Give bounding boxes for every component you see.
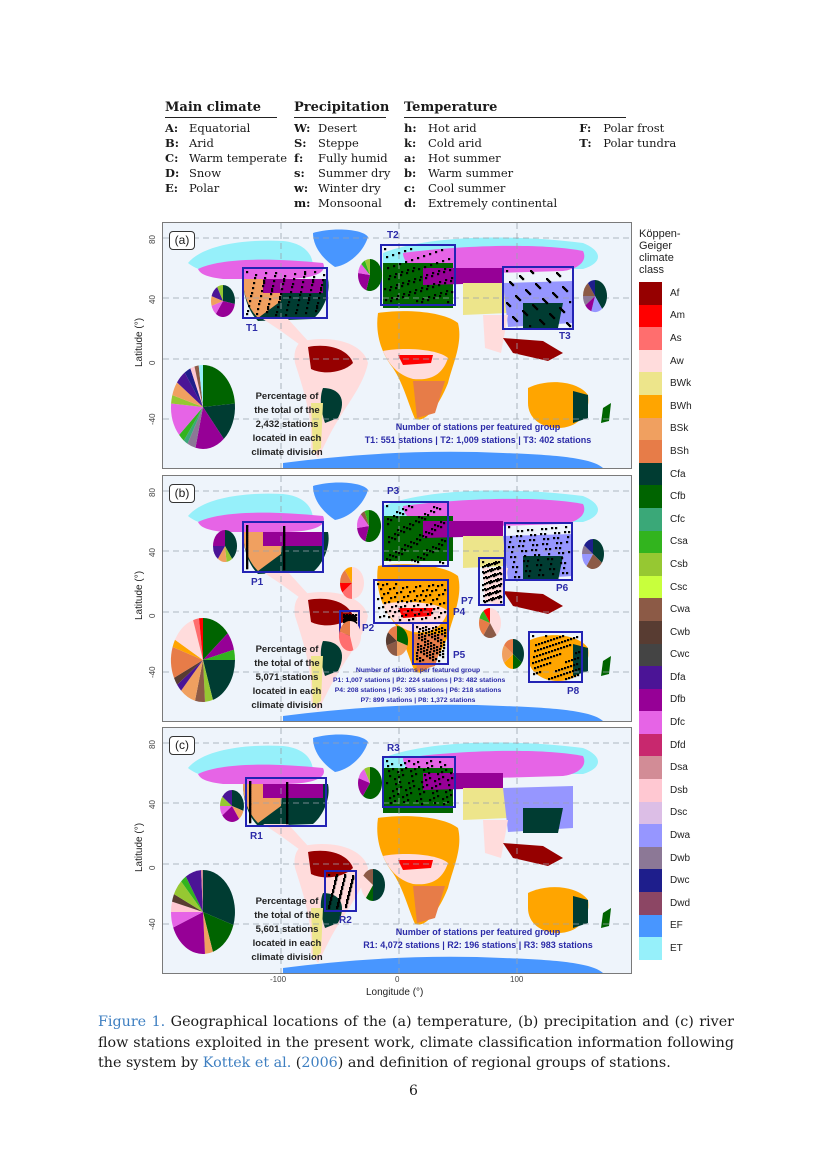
abbr-row: c: Cool summer	[404, 181, 506, 195]
group-label-p6: P6	[556, 583, 569, 594]
group-label-p4: P4	[453, 607, 466, 618]
group-label-r3: R3	[387, 743, 400, 754]
y-tick: 0	[148, 613, 157, 618]
koppen-legend-title: Köppen- Geiger climate class	[639, 228, 681, 276]
abbr-row: a: Hot summer	[404, 151, 501, 165]
y-tick: 40	[148, 800, 157, 809]
pie-chart	[171, 618, 235, 702]
precipitation-header: Precipitation	[294, 100, 386, 118]
color-swatch	[639, 508, 662, 531]
pie-chart	[502, 639, 524, 669]
koppen-class-dfb: Dfb	[639, 689, 709, 712]
abbr-row: D: Snow	[165, 166, 222, 180]
y-tick: -40	[148, 666, 157, 678]
koppen-class-dwd: Dwd	[639, 892, 709, 915]
color-swatch	[639, 531, 662, 554]
color-swatch	[639, 824, 662, 847]
precipitation-table	[294, 100, 391, 211]
station-counts: Number of stations per featured group P1: 1,007 stations | P2: 224 stations | P3: 482 stations P4: 208 stations | P5: 305 stations | P6: 218 stations P7: 899 stations | P8: 1,372 stations	[333, 667, 506, 704]
koppen-class-csc: Csc	[639, 576, 709, 599]
color-swatch	[639, 327, 662, 350]
abbr-row: B: Arid	[165, 136, 214, 150]
color-swatch	[639, 937, 662, 960]
x-axis-label: Longitude (°)	[366, 987, 424, 998]
koppen-class-bsk: BSk	[639, 418, 709, 441]
color-swatch	[639, 395, 662, 418]
pie-caption: Percentage of the total of the 2,432 stations located in each climate division	[251, 391, 323, 458]
page-number: 6	[409, 1083, 418, 1099]
pie-chart	[361, 869, 385, 901]
color-swatch	[639, 485, 662, 508]
color-swatch	[639, 644, 662, 667]
koppen-class-dwc: Dwc	[639, 869, 709, 892]
y-axis-label: Latitude (°)	[134, 570, 145, 620]
pie-chart	[213, 530, 237, 562]
group-label-p5: P5	[453, 650, 466, 661]
abbr-row: f: Fully humid	[294, 151, 388, 165]
color-swatch	[639, 305, 662, 328]
pie-chart	[220, 790, 244, 822]
koppen-class-bsh: BSh	[639, 440, 709, 463]
group-label-t2: T2	[387, 230, 399, 241]
station-counts: Number of stations per featured group R1: 4,072 stations | R2: 196 stations | R3: 983 stations	[363, 927, 593, 950]
koppen-class-csb: Csb	[639, 553, 709, 576]
color-swatch	[639, 418, 662, 441]
x-tick-0: 0	[395, 975, 400, 984]
koppen-class-cfa: Cfa	[639, 463, 709, 486]
group-label-t3: T3	[559, 331, 571, 342]
map-panel-a	[162, 222, 632, 469]
color-swatch	[639, 598, 662, 621]
temperature-header: Temperature	[404, 100, 626, 118]
koppen-class-am: Am	[639, 305, 709, 328]
koppen-class-cwa: Cwa	[639, 598, 709, 621]
abbr-row: S: Steppe	[294, 136, 359, 150]
citation-year-link[interactable]: 2006	[301, 1055, 338, 1071]
station-counts: Number of stations per featured group T1: 551 stations | T2: 1,009 stations | T3: 402 stations	[364, 422, 592, 445]
pie-chart	[479, 608, 501, 638]
koppen-class-aw: Aw	[639, 350, 709, 373]
koppen-class-dsa: Dsa	[639, 756, 709, 779]
temperature-table	[404, 100, 677, 211]
koppen-class-dwb: Dwb	[639, 847, 709, 870]
color-swatch	[639, 621, 662, 644]
pie-caption: Percentage of the total of the 5,071 stations located in each climate division	[251, 644, 323, 711]
color-swatch	[639, 734, 662, 757]
y-tick: 80	[148, 740, 157, 749]
color-swatch	[639, 915, 662, 938]
map-panel-b	[162, 475, 632, 722]
abbr-row: W: Desert	[294, 121, 357, 135]
color-swatch	[639, 440, 662, 463]
y-tick: 40	[148, 295, 157, 304]
color-swatch	[639, 576, 662, 599]
color-swatch	[639, 802, 662, 825]
color-swatch	[639, 892, 662, 915]
y-axis-label: Latitude (°)	[134, 822, 145, 872]
color-swatch	[639, 711, 662, 734]
x-tick-100: 100	[510, 975, 524, 984]
abbr-row: d: Extremely continental	[404, 196, 558, 210]
abbr-row: w: Winter dry	[294, 181, 381, 195]
color-swatch	[639, 372, 662, 395]
panel-label: (b)	[169, 484, 195, 503]
group-label-p8: P8	[567, 686, 580, 697]
abbr-row: C: Warm temperate	[165, 151, 288, 165]
color-swatch	[639, 756, 662, 779]
pie-chart	[358, 259, 382, 291]
color-swatch	[639, 553, 662, 576]
koppen-class-cwb: Cwb	[639, 621, 709, 644]
pie-chart	[357, 510, 381, 542]
figure-label-link[interactable]: Figure 1.	[98, 1014, 166, 1030]
koppen-class-dfc: Dfc	[639, 711, 709, 734]
main-climate-header: Main climate	[165, 100, 277, 118]
koppen-class-ef: EF	[639, 915, 709, 938]
main-climate-table	[165, 100, 288, 196]
y-tick: 40	[148, 548, 157, 557]
abbr-row: b: Warm summer	[404, 166, 514, 180]
y-tick: -40	[148, 413, 157, 425]
abbr-row: T: Polar tundra	[579, 136, 677, 150]
koppen-class-bwh: BWh	[639, 395, 709, 418]
color-swatch	[639, 666, 662, 689]
group-label-r1: R1	[250, 831, 263, 842]
pie-chart	[582, 539, 604, 569]
color-swatch	[639, 350, 662, 373]
pie-caption: Percentage of the total of the 5,601 stations located in each climate division	[251, 896, 323, 963]
koppen-class-et: ET	[639, 937, 709, 960]
y-tick: 0	[148, 865, 157, 870]
abbr-row: s: Summer dry	[294, 166, 391, 180]
koppen-legend	[639, 228, 709, 960]
citation-author-link[interactable]: Kottek et al.	[202, 1055, 292, 1071]
koppen-class-cfb: Cfb	[639, 485, 709, 508]
y-tick: 80	[148, 488, 157, 497]
abbr-row: k: Cold arid	[404, 136, 482, 150]
map-panel-c	[162, 727, 632, 974]
abbr-row: m: Monsoonal	[294, 196, 382, 210]
koppen-class-cwc: Cwc	[639, 644, 709, 667]
y-tick: -40	[148, 918, 157, 930]
abbr-row: E: Polar	[165, 181, 220, 195]
koppen-class-dsc: Dsc	[639, 802, 709, 825]
koppen-class-dfd: Dfd	[639, 734, 709, 757]
color-swatch	[639, 463, 662, 486]
pie-chart	[358, 767, 382, 799]
pie-chart	[340, 567, 364, 599]
abbr-row: h: Hot arid	[404, 121, 477, 135]
koppen-class-as: As	[639, 327, 709, 350]
figure-caption: Figure 1. Geographical locations of the (a) temperature, (b) precipitation and (c) river flow stations exploited in the present work, climate classification information following the system by Kottek et al. (2006) and definition of regional groups of stations.	[98, 1014, 734, 1071]
color-swatch	[639, 689, 662, 712]
pie-chart	[211, 285, 235, 317]
group-label-p7: P7	[461, 596, 474, 607]
y-axis-label: Latitude (°)	[134, 317, 145, 367]
y-tick: 0	[148, 360, 157, 365]
color-swatch	[639, 847, 662, 870]
color-swatch	[639, 869, 662, 892]
koppen-class-dwa: Dwa	[639, 824, 709, 847]
abbr-row: F: Polar frost	[579, 121, 665, 135]
color-swatch	[639, 779, 662, 802]
pie-chart	[583, 280, 607, 312]
koppen-class-csa: Csa	[639, 531, 709, 554]
koppen-class-af: Af	[639, 282, 709, 305]
panel-label: (c)	[169, 736, 195, 755]
group-label-t1: T1	[246, 323, 258, 334]
pie-chart	[171, 365, 235, 449]
pie-chart	[386, 626, 408, 656]
group-label-p1: P1	[251, 577, 264, 588]
group-label-r2: R2	[339, 915, 352, 926]
panel-label: (a)	[169, 231, 195, 250]
koppen-class-bwk: BWk	[639, 372, 709, 395]
color-swatch	[639, 282, 662, 305]
y-tick: 80	[148, 235, 157, 244]
pie-chart	[339, 621, 361, 651]
koppen-class-dfa: Dfa	[639, 666, 709, 689]
x-tick-neg100: -100	[270, 975, 287, 984]
group-label-p3: P3	[387, 486, 400, 497]
group-label-p2: P2	[362, 623, 375, 634]
koppen-class-dsb: Dsb	[639, 779, 709, 802]
abbr-row: A: Equatorial	[165, 121, 251, 135]
pie-chart	[171, 870, 235, 954]
koppen-class-cfc: Cfc	[639, 508, 709, 531]
